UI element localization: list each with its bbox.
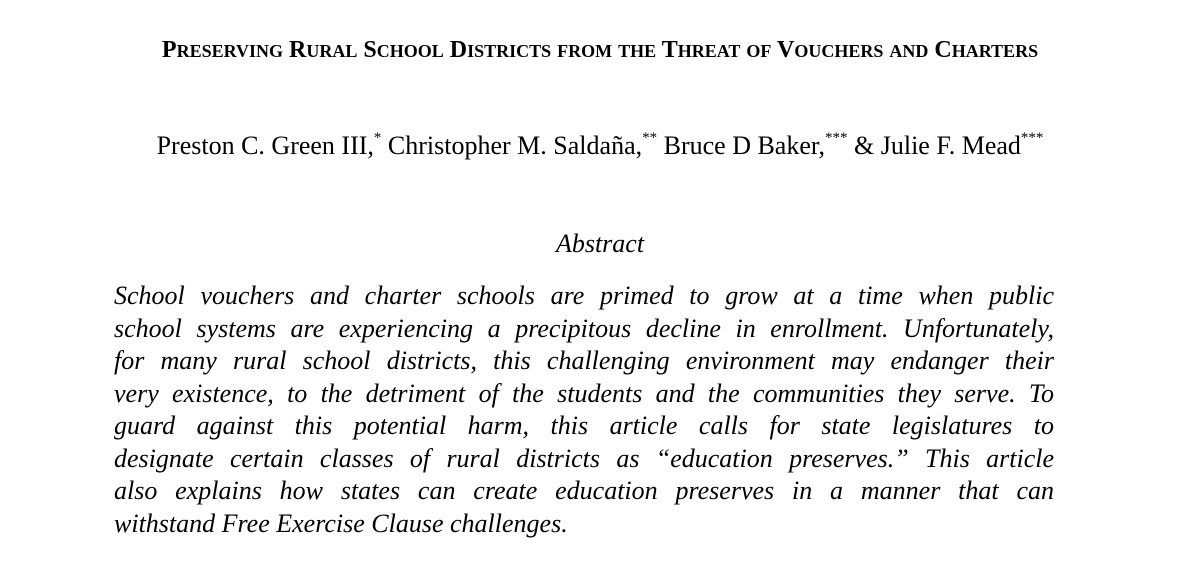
author — [388, 131, 657, 160]
title-word — [618, 37, 656, 63]
title-word-rest: OF — [746, 41, 772, 61]
author-footnote-mark: * — [373, 130, 382, 146]
title-word — [162, 37, 283, 63]
abstract-line: School vouchers and charter schools are primed to grow at a time when public — [114, 281, 1054, 310]
author — [157, 131, 382, 160]
title-word-rest: RESERVING — [176, 41, 283, 61]
author-name: & Julie F. Mead — [854, 131, 1021, 160]
author-name: Christopher M. Saldaña, — [387, 131, 643, 160]
author-footnote-mark: *** — [1020, 130, 1044, 146]
abstract-line: guard against this potential harm, this article calls for state legislatures to — [114, 411, 1054, 440]
author-name: Preston C. Green III, — [156, 131, 374, 160]
title-word-cap: T — [661, 37, 678, 63]
author-list — [0, 129, 1200, 167]
title-word — [777, 37, 883, 63]
title-word-rest: HARTERS — [951, 41, 1039, 61]
title-word-rest: ISTRICTS — [467, 41, 552, 61]
abstract-line: also explains how states can create education preserves in a manner that can — [114, 476, 1054, 505]
abstract-line: very existence, to the detriment of the students and the communities they serve. To — [114, 378, 1054, 408]
title-word-rest: AND — [889, 41, 929, 61]
abstract-heading: Abstract — [555, 229, 645, 258]
title-word-cap: D — [449, 37, 468, 63]
title-word-rest: FROM — [557, 41, 613, 61]
title-word-rest: OUCHERS — [794, 41, 884, 61]
title-word-rest: HREAT — [677, 41, 741, 61]
title-word-cap: P — [161, 37, 177, 63]
author-name: Bruce D Baker, — [663, 131, 826, 160]
title-word-rest: CHOOL — [376, 41, 444, 61]
title-word — [934, 37, 1038, 63]
title-word — [289, 37, 357, 63]
abstract-line: school systems are experiencing a precipitous decline in enrollment. Unfortunately, — [114, 313, 1054, 343]
author — [664, 131, 848, 160]
abstract-body — [114, 280, 1054, 540]
title-word-rest: THE — [618, 41, 657, 61]
title-word — [557, 37, 612, 63]
abstract-line: designate certain classes of rural districts as “education preserves.” This article — [114, 443, 1054, 473]
abstract-line: for many rural school districts, this challenging environment may endanger their — [114, 346, 1054, 375]
title-word — [746, 37, 771, 63]
author — [854, 131, 1043, 160]
title-word-rest: URAL — [306, 41, 358, 61]
title-word-cap: V — [776, 37, 795, 63]
abstract-line: withstand Free Exercise Clause challenges. — [114, 508, 568, 538]
title-word — [662, 37, 741, 63]
title-word — [450, 37, 551, 63]
title-word — [363, 37, 443, 63]
title-word-cap: S — [363, 37, 377, 63]
title-word — [889, 37, 928, 63]
author-footnote-mark: ** — [642, 130, 658, 146]
author-footnote-mark: *** — [825, 130, 848, 146]
title-word-cap: R — [289, 37, 307, 63]
title-word-cap: C — [934, 37, 952, 63]
paper-title — [0, 34, 1200, 67]
